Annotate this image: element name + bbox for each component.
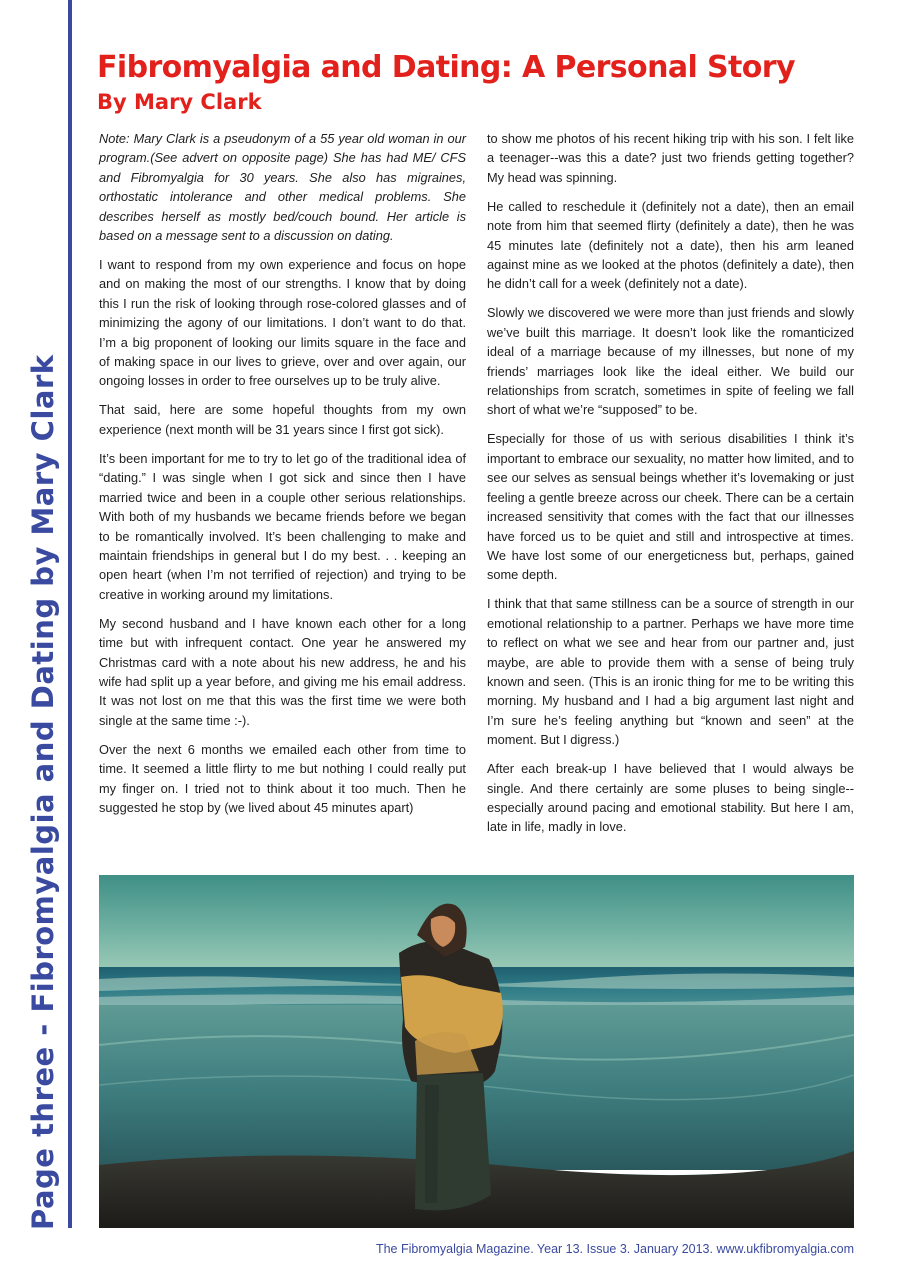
author-note: Note: Mary Clark is a pseudonym of a 55 year old woman in our program.(See advert on opposite page) She has had ME/ CFS and Fibromyalgia for 30 years. She also has migraines, orthostatic intolerance and other medical problems. She describes herself as mostly bed/couch bound. Her article is based on a message sent to a discussion on dating. <box>99 131 466 244</box>
article-title: Fibromyalgia and Dating: A Personal Story <box>97 50 795 85</box>
paragraph: I think that that same stillness can be a source of strength in our emotional relationship to a partner. Perhaps we have more time to reflect on what we see and hear from our partner and, just maybe, are able to provide them with a sense of being truly known and seen. (This is an ironic thing for me to be writing this morning. My husband and I had a big argument last night and I’m sure he’s feeling anything but “known and seen” at the moment. But I digress.) <box>487 596 854 748</box>
paragraph: I want to respond from my own experience and focus on hope and on making the most of our strengths. I know that by doing this I run the risk of looking through rose-colored glasses and of minimizing the agony of our limitations. I don’t want to do that. I’m a big proponent of looking our limits square in the face and of making space in our lives to grieve, over and over again, our ongoing losses in order to free ourselves up to be truly alive. <box>99 257 466 389</box>
paragraph: to show me photos of his recent hiking trip with his son. I felt like a teenager--was this a date? just two friends getting together? My head was spinning. <box>487 131 854 185</box>
paragraph: Especially for those of us with serious disabilities I think it’s important to embrace our sexuality, no matter how limited, and to see our selves as sensual beings whether it’s lovemaking or just feeling a gentle breeze across our cheek. There can be a certain increased sensitivity that comes with the fact that our illnesses have forced us to be quiet and still and introspective at times. We have lost some of our energeticness but, perhaps, gained some depth. <box>487 431 854 583</box>
paragraph: It’s been important for me to try to let go of the traditional idea of “dating.” I was single when I got sick and since then I have married twice and been in a couple other serious relationships. With both of my husbands we became friends before we began to be romantically involved. It’s been challenging to make and maintain friendships in general but I do my best. . . keeping an open heart (when I’m not terrified of rejection) and trying to be creative in working around my limitations. <box>99 450 466 602</box>
paragraph: Over the next 6 months we emailed each other from time to time. It seemed a little flirty to me but nothing I could really put my finger on. I tried not to think about it too much. Then he suggested he stop by (we lived about 45 minutes apart) <box>99 741 466 815</box>
paragraph: Slowly we discovered we were more than just friends and slowly we’ve built this marriage. It doesn’t look like the romanticized ideal of a marriage because of my illnesses, but none of my friends’ marriages look like the ideal either. We build our relationships from scratch, sometimes in spite of feeling we fall short of what we’re “supposed” to be. <box>487 305 854 418</box>
paragraph: That said, here are some hopeful thoughts from my own experience (next month will be 31 years since I first got sick). <box>99 402 466 437</box>
article-byline: By Mary Clark <box>97 90 262 114</box>
left-column <box>99 129 466 827</box>
right-column <box>487 129 854 846</box>
paragraph: He called to reschedule it (definitely not a date), then an email note from him that seemed flirty (definitely a date), then he was 45 minutes late (definitely not a date), then his arm leaned against mine as we looked at the photos (definitely a date), then he didn’t call for a week (definitely not a date). <box>487 198 854 292</box>
beach-couple-photo <box>99 875 854 1228</box>
sidebar-running-title: Page three - Fibromyalgia and Dating by Mary Clark <box>26 354 60 1230</box>
sidebar-rule <box>68 0 72 1228</box>
footer-credit: The Fibromyalgia Magazine. Year 13. Issue 3. January 2013. www.ukfibromyalgia.com <box>375 1242 854 1256</box>
paragraph: My second husband and I have known each other for a long time but with infrequent contact. One year he answered my Christmas card with a note about his new address, he and his wife had split up a year before, and giving me his email address. It was not lost on me that this was the first time we were both single at the same time :-). <box>99 615 466 728</box>
paragraph: After each break-up I have believed that I would always be single. And there certainly are some pluses to being single--especially around pacing and emotional stability. But here I am, late in life, madly in love. <box>487 761 854 835</box>
